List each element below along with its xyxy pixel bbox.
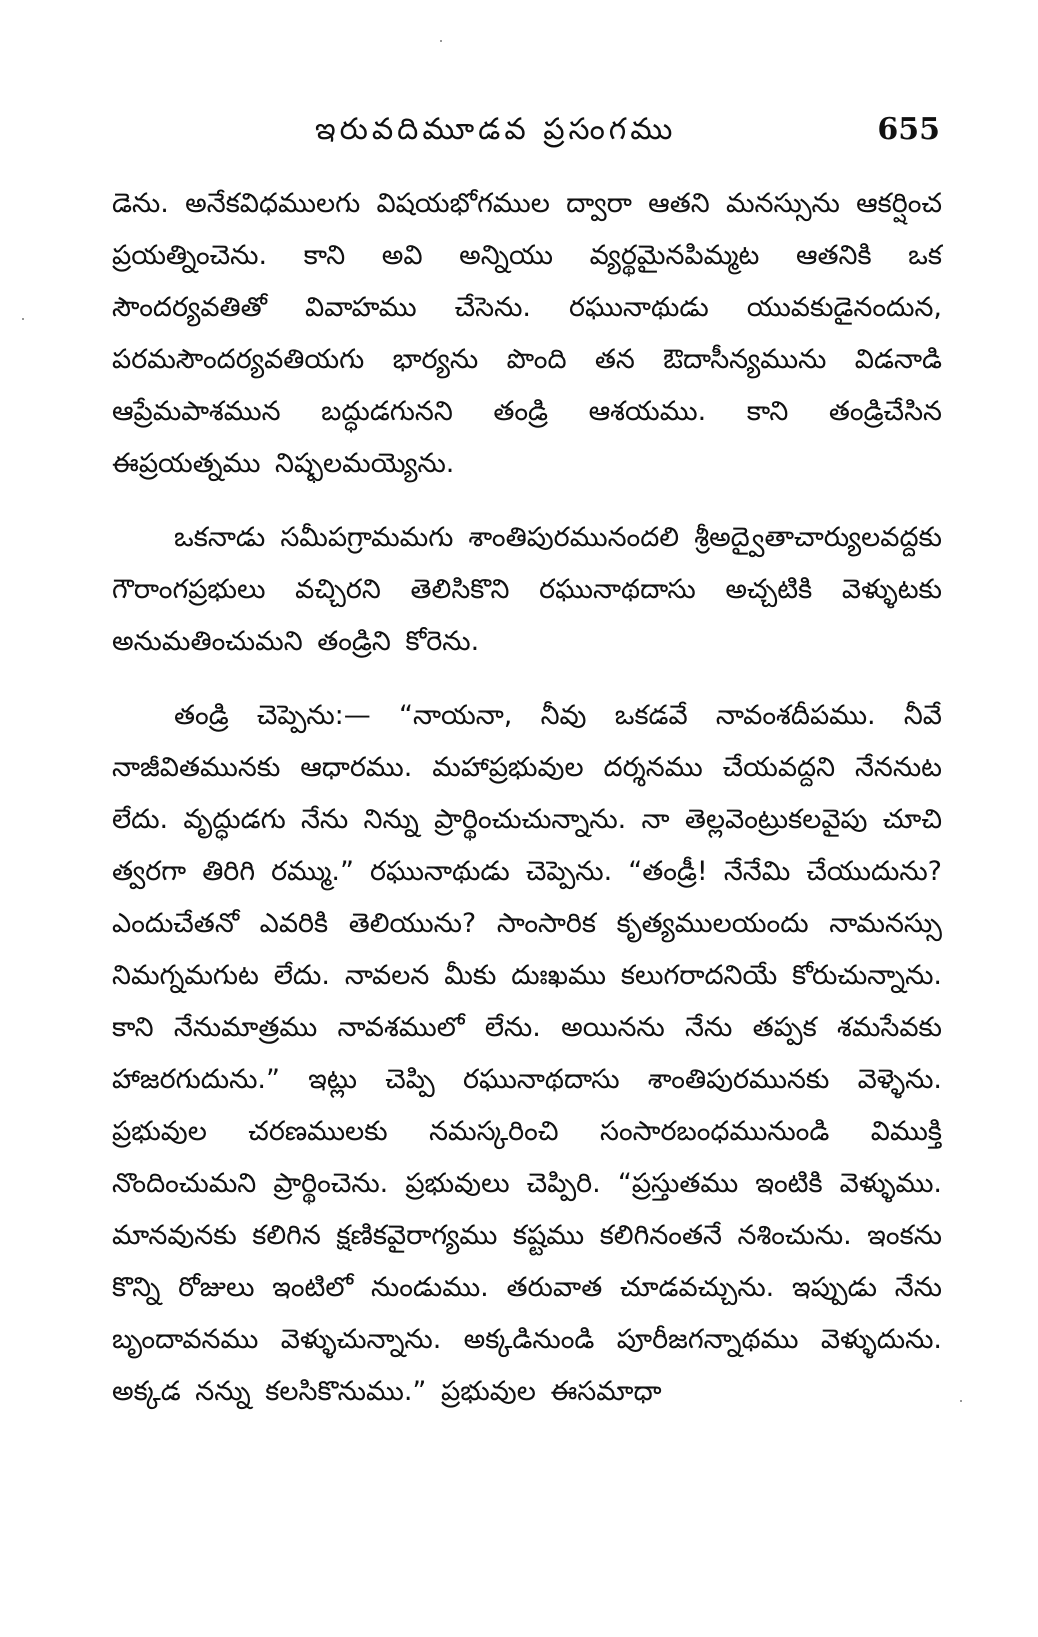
scan-speck (960, 1400, 962, 1402)
page-number: 655 (877, 112, 940, 147)
paragraph-2: ఒకనాడు సమీపగ్రామమగు శాంతిపురమునందలి శ్రీఅద్వైతాచార్యులవద్దకు గౌరాంగప్రభులు వచ్చిరని తెలిసికొని రఘునాథదాసు అచ్చటికి వెళ్ళుటకు అనుమతించుమని తండ్రిని కోరెను. (112, 522, 942, 657)
scan-speck (22, 318, 24, 320)
body-text (112, 178, 942, 1440)
paragraph-3: తండ్రి చెప్పెను:— “నాయనా, నీవు ఒకడవే నావంశదీపము. నీవే నాజీవితమునకు ఆధారము. మహాప్రభువుల దర్శనము చేయవద్దని నేననుట లేదు. వృద్ధుడగు నేను నిన్ను ప్రార్థించుచున్నాను. నా తెల్లవెంట్రుకలవైపు చూచి త్వరగా తిరిగి రమ్ము.” రఘునాథుడు చెప్పెను. “తండ్రీ! నేనేమి చేయుదును? ఎందుచేతనో ఎవరికి తెలియును? సాంసారిక కృత్యములయందు నామనస్సు నిమగ్నమగుట లేదు. నావలన మీకు దుఃఖము కలుగరాదనియే కోరుచున్నాను. కాని నేనుమాత్రము నావశములో లేను. అయినను నేను తప్పక శమసేవకు హాజరగుదును.” ఇట్లు చెప్పి రఘునాథదాసు శాంతిపురమునకు వెళ్ళెను. ప్రభువుల చరణములకు నమస్కరించి సంసారబంధమునుండి విముక్తి నొందించుమని ప్రార్థించెను. ప్రభువులు చెప్పిరి. “ప్రస్తుతము ఇంటికి వెళ్ళుము. మానవునకు కలిగిన క్షణికవైరాగ్యము కష్టము కలిగినంతనే నశించును. ఇంకను కొన్ని రోజులు ఇంటిలో నుండుము. తరువాత చూడవచ్చును. ఇప్పుడు నేను బృందావనము వెళ్ళుచున్నాను. అక్కడినుండి పూరీజగన్నాథము వెళ్ళుదును. అక్కడ నన్ను కలసికొనుము.” ప్రభువుల ఈసమాధా (112, 700, 942, 1407)
page-header (110, 112, 940, 162)
running-title: ఇరువదిమూడవ ప్రసంగము (315, 112, 677, 147)
scan-speck (440, 40, 442, 42)
paragraph-1: డెను. అనేకవిధములగు విషయభోగముల ద్వారా ఆతని మనస్సును ఆకర్షించ ప్రయత్నించెను. కాని అవి అన్నియు వ్యర్థమైనపిమ్మట ఆతనికి ఒక సౌందర్యవతితో వివాహము చేసెను. రఘునాథుడు యువకుడైనందున, పరమసౌందర్యవతియగు భార్యను పొంది తన ఔదాసీన్యమును విడనాడి ఆప్రేమపాశమున బద్ధుడగునని తండ్రి ఆశయము. కాని తండ్రిచేసిన ఈప్రయత్నము నిష్ఫలమయ్యెను. (112, 188, 942, 479)
